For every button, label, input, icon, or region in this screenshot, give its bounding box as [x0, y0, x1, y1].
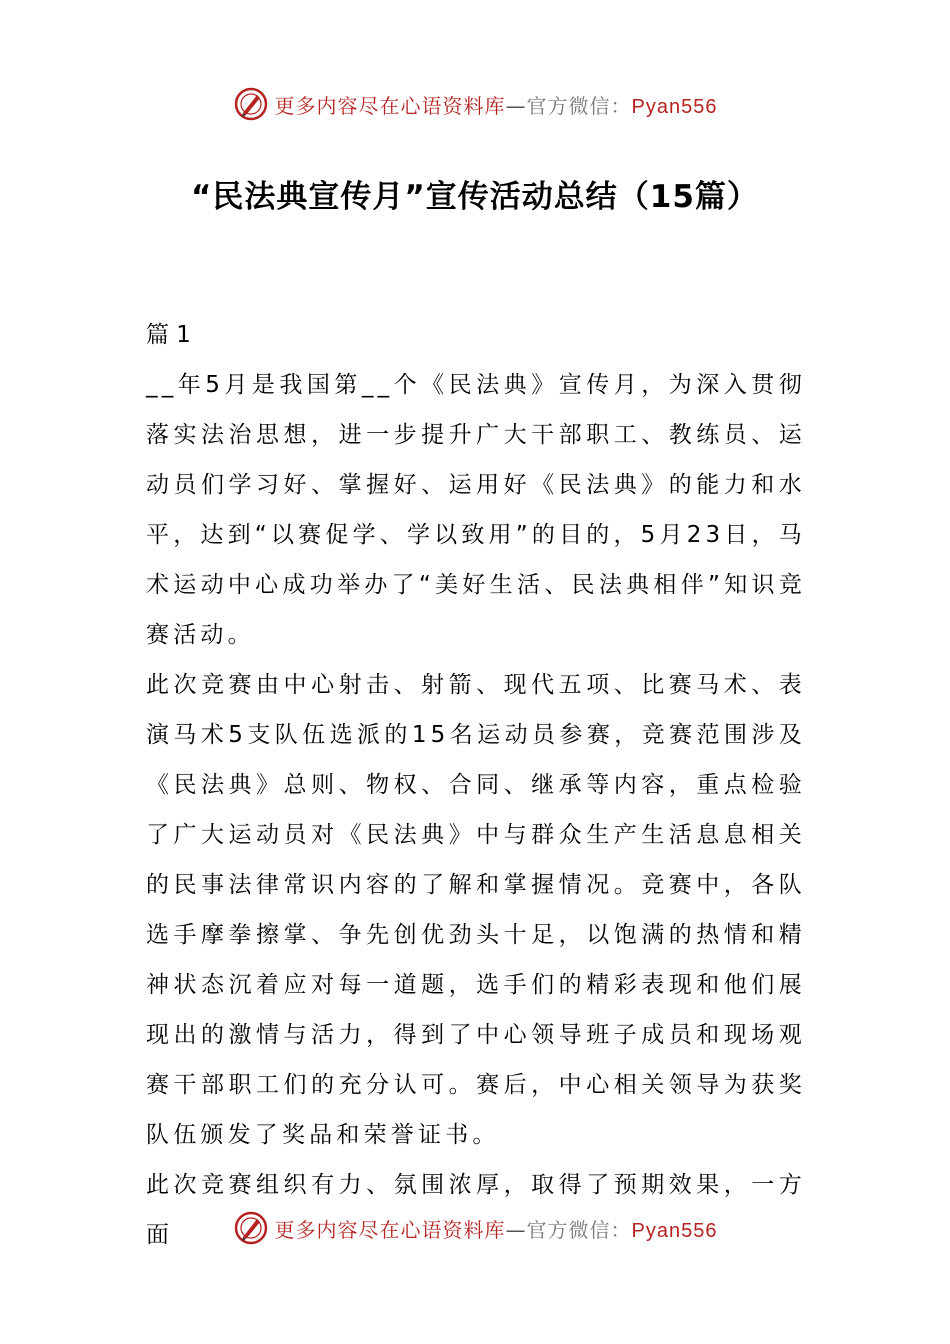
- section-label: 篇 1: [146, 322, 191, 348]
- watermark-dash: —: [505, 93, 527, 118]
- watermark-wechat-id: Pyan556: [631, 1219, 718, 1242]
- watermark-wechat-label: 官方微信：: [526, 93, 632, 118]
- pen-circle-logo-icon: [233, 86, 269, 122]
- footer-watermark-banner: [0, 1208, 950, 1248]
- watermark-text: [275, 1214, 718, 1243]
- paragraph-3: 此次竞赛组织有力、氛围浓厚，取得了预期效果，一方面: [146, 1172, 806, 1248]
- header-watermark-banner: [0, 84, 950, 124]
- paragraph-2: 此次竞赛由中心射击、射箭、现代五项、比赛马术、表演马术5支队伍选派的15名运动员参赛，竞赛范围涉及《民法典》总则、物权、合同、继承等内容，重点检验了广大运动员对《民法典》中与群众生产生活息息相关的民事法律常识内容的了解和掌握情况。竞赛中，各队选手摩拳擦掌、争先创优劲头十足，以饱满的热情和精神状态沉着应对每一道题，选手们的精彩表现和他们展现出的激情与活力，得到了中心领导班子成员和现场观赛干部职工们的充分认可。赛后，中心相关领导为获奖队伍颁发了奖品和荣誉证书。: [146, 672, 806, 1148]
- watermark-wechat-id: Pyan556: [631, 95, 718, 118]
- watermark-site-name: 更多内容尽在心语资料库: [274, 1217, 506, 1242]
- watermark-text: [275, 90, 718, 119]
- document-body: [146, 310, 806, 1260]
- document-title: “民法典宣传月”宣传活动总结（15篇）: [191, 179, 759, 215]
- watermark-site-name: 更多内容尽在心语资料库: [274, 93, 506, 118]
- pen-circle-logo-icon: [233, 1210, 269, 1246]
- paragraph-1: __年5月是我国第__个《民法典》宣传月，为深入贯彻落实法治思想，进一步提升广大干部职工、教练员、运动员们学习好、掌握好、运用好《民法典》的能力和水平，达到“以赛促学、学以致用”的目的，5月23日，马术运动中心成功举办了“美好生活、民法典相伴”知识竞赛活动。: [146, 372, 806, 648]
- watermark-wechat-label: 官方微信：: [526, 1217, 632, 1242]
- watermark-dash: —: [505, 1217, 527, 1242]
